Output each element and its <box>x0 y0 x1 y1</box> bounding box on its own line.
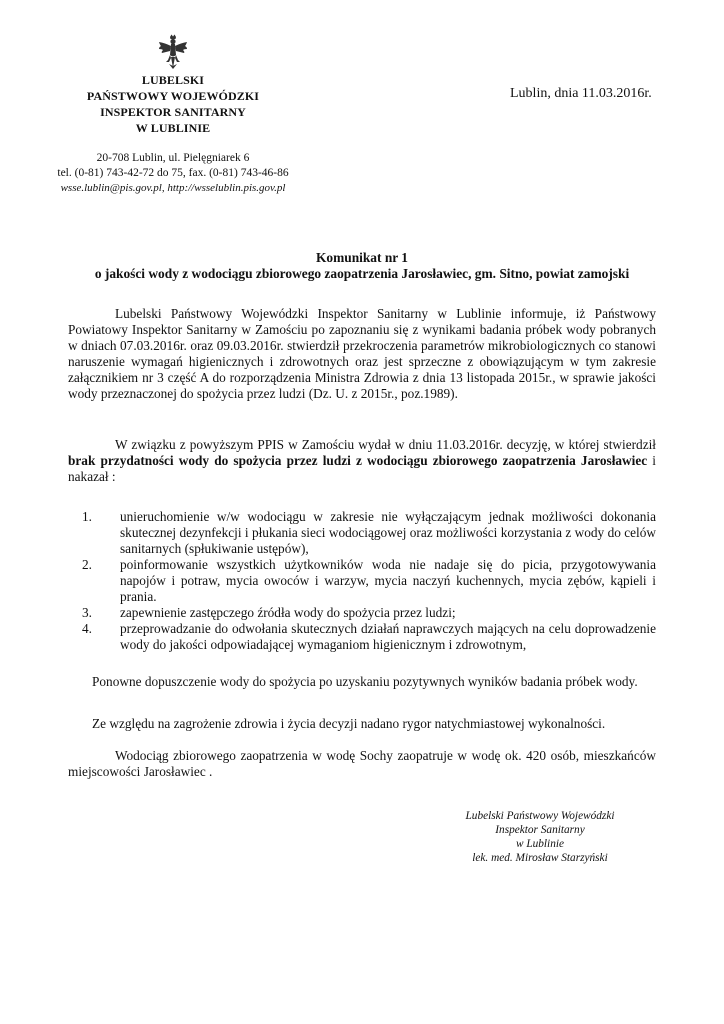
list-item-text: zapewnienie zastępczego źródła wody do spożycia przez ludzi; <box>120 605 456 620</box>
institution-line: INSPEKTOR SANITARNY <box>100 105 246 119</box>
list-number: 2. <box>82 557 92 572</box>
decision-text-start: W związku z powyższym PPIS w Zamościu wydał w dniu 11.03.2016r. decyzję, w której stwierdził <box>115 437 656 452</box>
list-item <box>82 509 656 557</box>
title-number: Komunikat nr 1 <box>315 250 409 265</box>
decision-text-end: i nakazał : <box>68 453 657 484</box>
institution-line: LUBELSKI <box>141 73 205 87</box>
list-item-text: unieruchomienie w/w wodociągu w zakresie nie wyłączającym jednak możliwości dokonania skutecznej dezynfekcji i płukania sieci wodociągowej oraz możliwości korzystania z wody do celów sanitarnych (spłukiwanie ustępów), <box>120 509 656 556</box>
list-item <box>82 621 656 653</box>
decision-text-bold: brak przydatności wody do spożycia przez ludzi z wodociągu zbiorowego zaopatrzenia Jarosławiec <box>68 453 648 468</box>
paragraph-text: Lubelski Państwowy Wojewódzki Inspektor Sanitarny w Lublinie informuje, iż Państwowy Powiatowy Inspektor Sanitarny w Zamościu po zapoznaniu się z wynikami badania próbek wody pobranych w dniach 07.03.2016r. oraz 09.03.2016r. stwierdził przekroczenia parametrów mikrobiologicznych co stanowi naruszenie wymagań higienicznych i zdrowotnych oraz jest sprzeczne z obowiązującym w tym zakresie załącznikiem nr 3 część A do rozporządzenia Ministra Zdrowia z dnia 13 listopada 2015r., w sprawie jakości wody przeznaczonej do spożycia przez ludzi (Dz. U. z 2015r., poz.1989). <box>68 306 656 401</box>
email-website: wsse.lublin@pis.gov.pl, http://wsselublin.pis.gov.pl <box>60 182 286 194</box>
signature-line: Inspektor Sanitarny <box>495 824 585 836</box>
paragraph-text <box>68 437 656 485</box>
signature-line: w Lublinie <box>515 838 565 850</box>
document-title <box>40 250 684 282</box>
signature-block <box>440 809 640 865</box>
institution-name <box>40 72 306 136</box>
paragraph-supply-info <box>68 748 656 780</box>
paragraph-enforcement: Ze względu na zagrożenie zdrowia i życia decyzji nadano rygor natychmiastowej wykonalności. <box>92 716 606 731</box>
list-item-text: poinformowanie wszystkich użytkowników woda nie nadaje się do picia, przygotowywania napojów i potraw, mycia owoców i warzyw, mycia naczyń kuchennych, mycia zębów, kąpieli i prania. <box>120 557 656 604</box>
orders-list <box>82 509 656 653</box>
title-subject: o jakości wody z wodociągu zbiorowego zaopatrzenia Jarosławiec, gm. Sitno, powiat zamojski <box>94 266 630 281</box>
list-number: 1. <box>82 509 92 524</box>
institution-line: PAŃSTWOWY WOJEWÓDZKI <box>86 89 260 103</box>
letterhead <box>40 34 306 196</box>
street-address: 20-708 Lublin, ul. Pielęgniarek 6 <box>96 152 250 164</box>
list-item-text: przeprowadzanie do odwołania skutecznych działań naprawczych mających na celu doprowadzenie wody do jakości odpowiadającej wymaganiom higienicznym i zdrowotnym, <box>120 621 656 652</box>
paragraph-decision <box>68 437 656 485</box>
signature-line: Lubelski Państwowy Wojewódzki <box>465 810 615 822</box>
paragraph-text: Ponowne dopuszczenie wody do spożycia po uzyskaniu pozytywnych wyników badania próbek wody. <box>92 674 638 689</box>
paragraph-text: Wodociąg zbiorowego zaopatrzenia w wodę Sochy zaopatruje w wodę ok. 420 osób, mieszkańców miejscowości Jarosławiec . <box>68 748 656 779</box>
contact-block <box>40 151 306 196</box>
place-and-date: Lublin, dnia 11.03.2016r. <box>510 86 652 101</box>
signature-name: lek. med. Mirosław Starzyński <box>472 852 608 864</box>
list-item <box>82 557 656 605</box>
list-number: 3. <box>82 605 92 620</box>
paragraph-findings <box>68 306 656 402</box>
institution-line: W LUBLINIE <box>135 121 211 135</box>
polish-eagle-emblem-icon <box>156 34 190 70</box>
phone-fax: tel. (0-81) 743-42-72 do 75, fax. (0-81) 743-46-86 <box>57 167 289 179</box>
paragraph-readmission <box>92 674 654 690</box>
list-number: 4. <box>82 621 92 636</box>
list-item <box>82 605 656 621</box>
